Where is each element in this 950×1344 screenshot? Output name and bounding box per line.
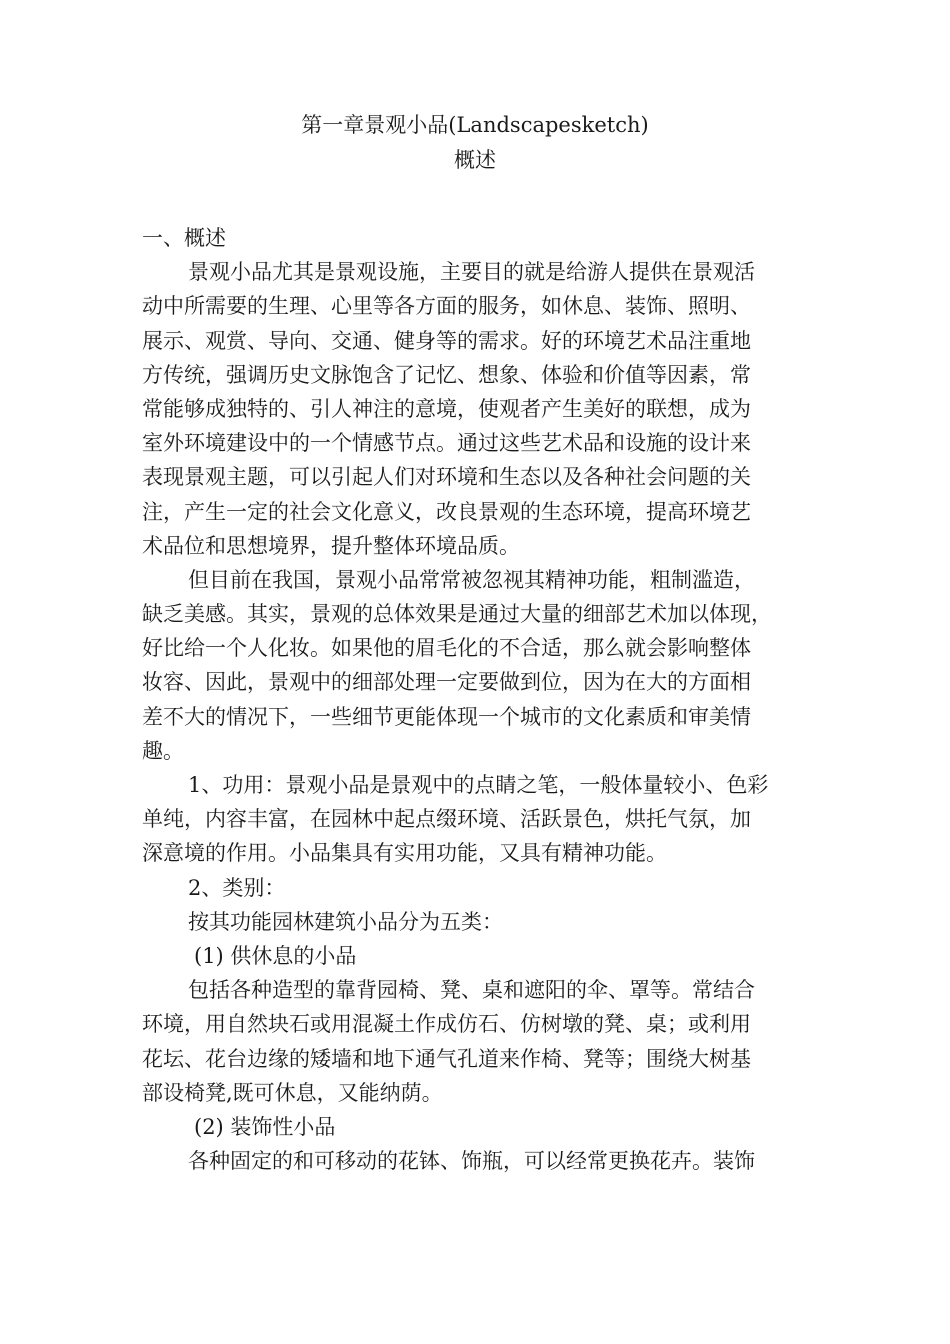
subsection-heading: 2、类别： [188, 875, 286, 900]
paragraph-line: 花坛、花台边缘的矮墙和地下通气孔道来作椅、凳等；围绕大树基 [142, 1046, 751, 1071]
paragraph-line: 1、功用：景观小品是景观中的点睛之笔，一般体量较小、色彩 [188, 773, 769, 797]
paragraph-line: 缺乏美感。其实，景观的总体效果是通过大量的细部艺术加以体现， [142, 602, 772, 627]
paragraph-line: 展示、观赏、导向、交通、健身等的需求。好的环境艺术品注重地 [142, 328, 751, 353]
paragraph-line: 注，产生一定的社会文化意义，改良景观的生态环境，提高环境艺 [142, 499, 751, 524]
paragraph-line: 各种固定的和可移动的花钵、饰瓶，可以经常更换花卉。装饰 [188, 1149, 755, 1174]
paragraph-line: 但目前在我国，景观小品常常被忽视其精神功能，粗制滥造， [188, 567, 755, 592]
subsection-heading: (2) 装饰性小品 [194, 1114, 336, 1139]
paragraph-line: 环境，用自然块石或用混凝土作成仿石、仿树墩的凳、桌；或利用 [142, 1012, 751, 1037]
section-heading: 一、概述 [142, 226, 226, 250]
subsection-heading: (1) 供休息的小品 [194, 943, 357, 968]
paragraph-line: 部设椅凳,既可休息，又能纳荫。 [142, 1080, 443, 1105]
paragraph-line: 方传统，强调历史文脉饱含了记忆、想象、体验和价值等因素，常 [142, 362, 751, 387]
paragraph-line: 景观小品尤其是景观设施，主要目的就是给游人提供在景观活 [188, 260, 755, 285]
paragraph-line: 常能够成独特的、引人神注的意境，使观者产生美好的联想，成为 [142, 396, 751, 421]
paragraph-line: 深意境的作用。小品集具有实用功能，又具有精神功能。 [142, 841, 667, 866]
paragraph-line: 单纯，内容丰富，在园林中起点缀环境、活跃景色，烘托气氛，加 [142, 807, 751, 832]
paragraph-line: 表现景观主题，可以引起人们对环境和生态以及各种社会问题的关 [142, 465, 751, 490]
paragraph-line: 趣。 [142, 738, 184, 763]
paragraph-line: 好比给一个人化妆。如果他的眉毛化的不合适，那么就会影响整体 [142, 636, 751, 661]
paragraph-line: 室外环境建设中的一个情感节点。通过这些艺术品和设施的设计来 [142, 431, 751, 456]
paragraph-line: 差不大的情况下，一些细节更能体现一个城市的文化素质和审美情 [142, 704, 751, 729]
paragraph-line: 按其功能园林建筑小品分为五类： [188, 909, 503, 934]
paragraph-line: 动中所需要的生理、心里等各方面的服务，如休息、装饰、照明、 [142, 294, 751, 319]
paragraph-line: 包括各种造型的靠背园椅、凳、桌和遮阳的伞、罩等。常结合 [188, 978, 755, 1003]
paragraph-line: 妆容、因此，景观中的细部处理一定要做到位，因为在大的方面相 [142, 670, 751, 695]
chapter-subtitle: 概述 [454, 148, 496, 172]
chapter-title: 第一章景观小品(Landscapesketch) [301, 113, 649, 137]
paragraph-line: 术品位和思想境界，提升整体环境品质。 [142, 533, 520, 558]
body-text [142, 221, 822, 1178]
